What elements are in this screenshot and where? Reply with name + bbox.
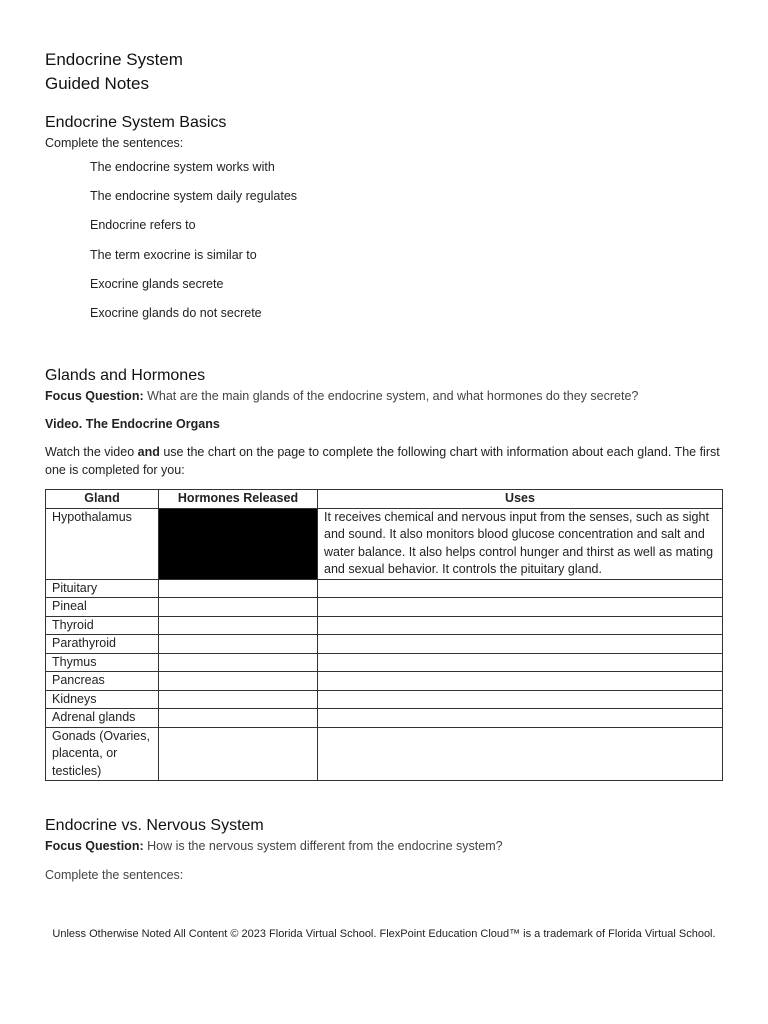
table-row: [46, 653, 723, 672]
hormones-cell[interactable]: [159, 598, 318, 617]
hormones-cell[interactable]: [159, 690, 318, 709]
table-row: [46, 635, 723, 654]
basics-prompt: Exocrine glands do not secrete: [90, 305, 262, 320]
watch-instructions: [45, 443, 725, 479]
gland-cell: Parathyroid: [46, 635, 159, 654]
document-page: [45, 48, 725, 884]
header-hormones-released: Hormones Released: [159, 490, 318, 509]
uses-cell[interactable]: [318, 672, 723, 691]
uses-cell[interactable]: [318, 598, 723, 617]
basics-instruction: Complete the sentences:: [45, 136, 184, 150]
nervous-instruction: Complete the sentences:: [45, 868, 184, 883]
uses-cell[interactable]: [318, 653, 723, 672]
table-row: [46, 672, 723, 691]
gland-cell: Pineal: [46, 598, 159, 617]
basics-prompt-list: [45, 158, 725, 333]
focus-label: Focus Question:: [45, 389, 144, 404]
gland-cell: Pituitary: [46, 579, 159, 598]
gland-cell: Thyroid: [46, 616, 159, 635]
watch-text-post: use the chart on the page to complete the following chart with information about each gland. The first one is completed for you:: [45, 445, 720, 478]
watch-text-bold: and: [137, 445, 160, 460]
table-row: [46, 690, 723, 709]
nervous-focus-question: [45, 837, 725, 855]
table-row: [46, 598, 723, 617]
table-row: [46, 709, 723, 728]
table-row: [46, 616, 723, 635]
gland-cell: Thymus: [46, 653, 159, 672]
uses-cell[interactable]: [318, 709, 723, 728]
uses-cell[interactable]: [318, 727, 723, 781]
gland-cell: Adrenal glands: [46, 709, 159, 728]
hormones-cell[interactable]: [159, 635, 318, 654]
basics-heading: Endocrine System Basics: [45, 114, 227, 131]
table-header-row: [46, 490, 723, 509]
table-row: [46, 508, 723, 579]
document-title: [45, 48, 725, 96]
title-line-1: Endocrine System: [45, 50, 183, 69]
hormones-cell[interactable]: [159, 616, 318, 635]
gland-cell: Pancreas: [46, 672, 159, 691]
header-uses: Uses: [318, 490, 723, 509]
basics-prompt: The term exocrine is similar to: [90, 247, 257, 262]
hormones-cell[interactable]: [159, 653, 318, 672]
uses-cell[interactable]: [318, 579, 723, 598]
table-row: [46, 727, 723, 781]
gland-cell: Gonads (Ovaries, placenta, or testicles): [46, 727, 159, 781]
title-line-2: Guided Notes: [45, 74, 149, 93]
hormones-cell[interactable]: [159, 727, 318, 781]
header-gland: Gland: [46, 490, 159, 509]
uses-cell: It receives chemical and nervous input from the senses, such as sight and sound. It also monitors blood glucose concentration and salt and water balance. It also helps control hunger and thirst as well as mating and sexual behavior. It controls the pituitary gland.: [318, 508, 723, 579]
glands-focus-question: [45, 387, 725, 405]
video-label: Video. The Endocrine Organs: [45, 417, 220, 432]
basics-prompt: Exocrine glands secrete: [90, 276, 224, 291]
basics-prompt: The endocrine system works with: [90, 160, 275, 174]
focus-text: How is the nervous system different from the endocrine system?: [143, 839, 503, 854]
uses-cell[interactable]: [318, 690, 723, 709]
gland-table: [45, 489, 723, 781]
hormones-cell[interactable]: [159, 709, 318, 728]
hormones-cell[interactable]: [159, 579, 318, 598]
gland-cell: Hypothalamus: [46, 508, 159, 579]
copyright-footer: Unless Otherwise Noted All Content © 2023 Florida Virtual School. FlexPoint Education Cloud™ is a trademark of Florida Virtual School.: [52, 928, 716, 940]
hormones-cell[interactable]: [159, 672, 318, 691]
glands-heading: Glands and Hormones: [45, 367, 206, 385]
uses-cell[interactable]: [318, 635, 723, 654]
uses-cell[interactable]: [318, 616, 723, 635]
nervous-heading: Endocrine vs. Nervous System: [45, 817, 264, 835]
gland-cell: Kidneys: [46, 690, 159, 709]
focus-label: Focus Question:: [45, 839, 144, 854]
focus-text: What are the main glands of the endocrine system, and what hormones do they secrete?: [143, 389, 639, 404]
table-row: [46, 579, 723, 598]
hormones-cell-redacted: [159, 508, 318, 579]
basics-prompt: Endocrine refers to: [90, 218, 196, 233]
basics-prompt: The endocrine system daily regulates: [90, 189, 298, 204]
watch-text-pre: Watch the video: [45, 445, 138, 460]
